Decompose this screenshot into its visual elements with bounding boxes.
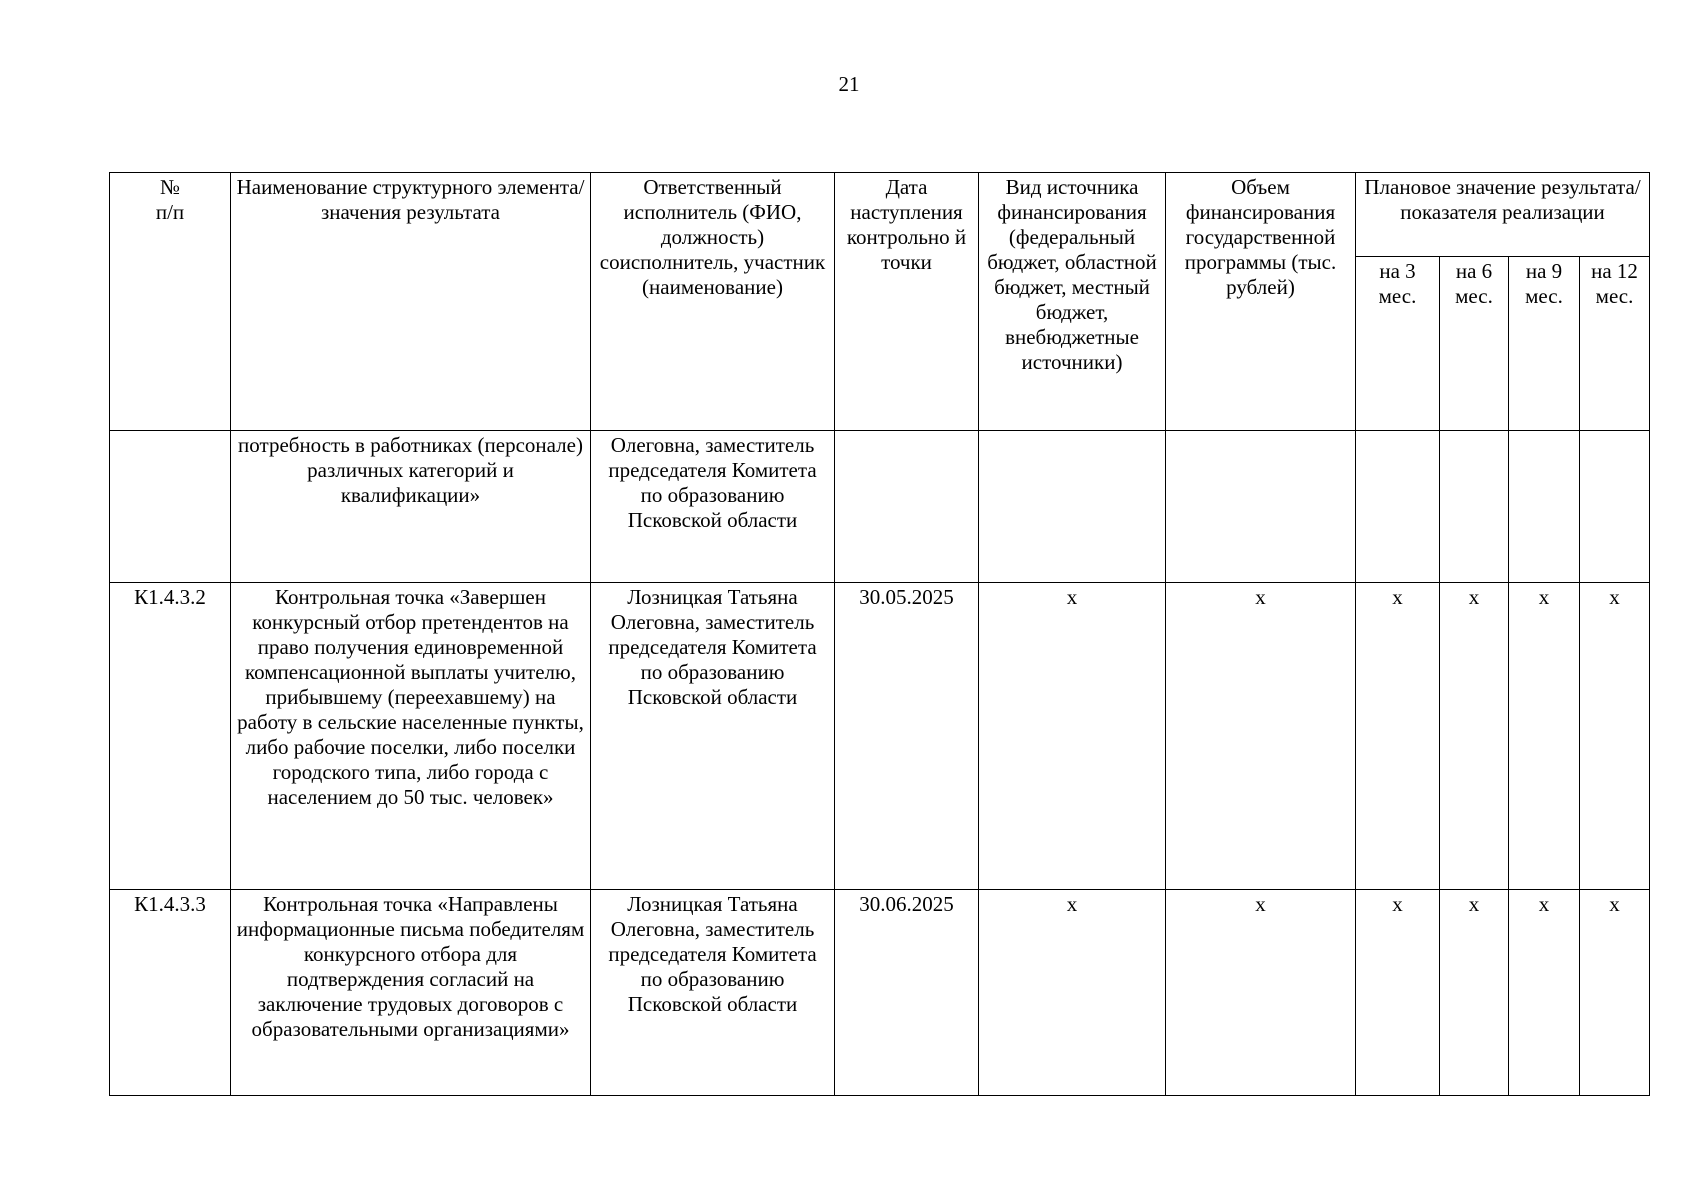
cell-volume: х [1166,583,1356,890]
cell-m12: х [1580,890,1650,1096]
control-points-table [109,172,1650,1096]
table-row [110,431,1650,583]
header-m6: на 6 мес. [1440,257,1509,431]
cell-name: потребность в работниках (персонале) различных категорий и квалификации» [231,431,591,583]
cell-executor: Олеговна, заместитель председателя Комитета по образованию Псковской области [591,431,835,583]
header-source: Вид источника финансирования (федеральный бюджет, областной бюджет, местный бюджет, внебюджетные источники) [979,173,1166,431]
cell-date [835,431,979,583]
header-row [110,173,1650,257]
cell-m12 [1580,431,1650,583]
cell-m3: х [1356,890,1440,1096]
cell-volume [1166,431,1356,583]
cell-m3: х [1356,583,1440,890]
header-num: № п/п [110,173,231,431]
cell-m6: х [1440,583,1509,890]
cell-name: Контрольная точка «Завершен конкурсный отбор претендентов на право получения единовременной компенсационной выплаты учителю, прибывшему (переехавшему) на работу в сельские населенные пункты, либо рабочие поселки, либо поселки городского типа, либо города с населением до 50 тыс. человек» [231,583,591,890]
cell-name: Контрольная точка «Направлены информационные письма победителям конкурсного отбора для подтверждения согласий на заключение трудовых договоров с образовательными организациями» [231,890,591,1096]
header-executor: Ответственный исполнитель (ФИО, должность) соисполнитель, участник (наименование) [591,173,835,431]
cell-m12: х [1580,583,1650,890]
cell-date: 30.06.2025 [835,890,979,1096]
table-row [110,890,1650,1096]
cell-executor: Лозницкая Татьяна Олеговна, заместитель председателя Комитета по образованию Псковской области [591,890,835,1096]
cell-source: х [979,890,1166,1096]
cell-m6: х [1440,890,1509,1096]
table-row [110,583,1650,890]
cell-source [979,431,1166,583]
header-m12: на 12 мес. [1580,257,1650,431]
cell-source: х [979,583,1166,890]
header-name: Наименование структурного элемента/ значения результата [231,173,591,431]
cell-m9: х [1509,890,1580,1096]
cell-m3 [1356,431,1440,583]
cell-m9 [1509,431,1580,583]
cell-executor: Лозницкая Татьяна Олеговна, заместитель председателя Комитета по образованию Псковской области [591,583,835,890]
header-planned: Плановое значение результата/показателя реализации [1356,173,1650,257]
cell-m9: х [1509,583,1580,890]
header-m3: на 3 мес. [1356,257,1440,431]
header-volume: Объем финансирования государственной программы (тыс. рублей) [1166,173,1356,431]
header-m9: на 9 мес. [1509,257,1580,431]
cell-num: К1.4.3.2 [110,583,231,890]
cell-num: К1.4.3.3 [110,890,231,1096]
cell-volume: х [1166,890,1356,1096]
header-date: Дата наступления контрольно й точки [835,173,979,431]
cell-date: 30.05.2025 [835,583,979,890]
cell-m6 [1440,431,1509,583]
cell-num [110,431,231,583]
page-number: 21 [838,72,860,96]
